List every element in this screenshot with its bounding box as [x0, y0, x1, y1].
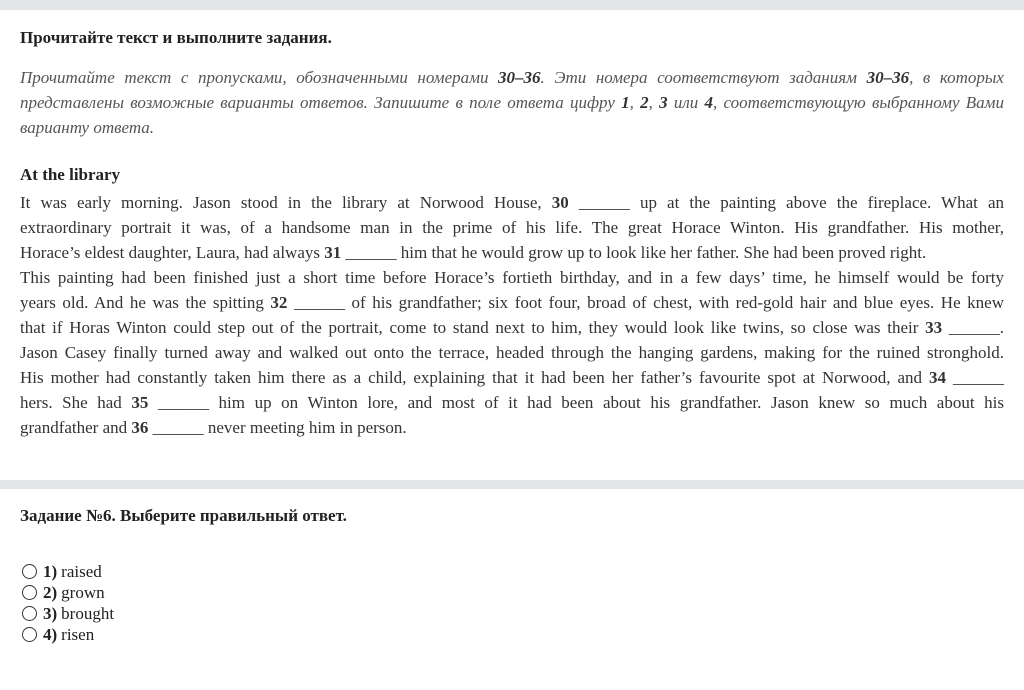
passage-line	[20, 290, 1004, 315]
section-divider	[0, 480, 1024, 489]
passage-line-text	[20, 415, 1004, 440]
passage-fragment: grandfather and	[20, 418, 132, 437]
passage-line-text	[20, 390, 1004, 415]
instr-digit: 3	[659, 93, 668, 112]
gap-number: 30	[551, 193, 569, 212]
passage-fragment: Jason Casey finally turned away and walked out onto the terrace, headed through the hanging gardens, making for the ruined stronghold.	[20, 343, 1004, 362]
instr-digit: 4	[704, 93, 713, 112]
option-label: raised	[61, 562, 102, 581]
passage-fragment: His mother had constantly taken him there as a child, explaining that it had been her father’s favourite spot at Norwood, and	[20, 368, 929, 387]
top-divider	[0, 0, 1024, 10]
passage-text	[20, 190, 1004, 440]
instr-digit: 2	[640, 93, 649, 112]
passage-fragment: never meeting him in person.	[203, 418, 407, 437]
passage-line-text	[20, 340, 1004, 365]
passage-line-text	[20, 365, 1004, 390]
passage-line	[20, 315, 1004, 340]
passage-fragment: .	[999, 318, 1004, 337]
passage-line	[20, 365, 1004, 390]
passage-line-text	[20, 315, 1004, 340]
option-number: 2)	[43, 583, 58, 602]
passage-fragment: up at the painting above the fireplace. What an	[629, 193, 1005, 212]
gap-blank: ______	[942, 318, 1000, 337]
page-title: Прочитайте текст и выполните задания.	[20, 28, 332, 47]
instr-range: 30–36	[866, 68, 910, 87]
instr-part: Прочитайте текст с пропусками, обозначенными номерами	[20, 68, 499, 87]
passage-line	[20, 415, 1004, 440]
option-number: 3)	[43, 604, 58, 623]
gap-number: 31	[324, 243, 342, 262]
instr-part: , соответствующую выбранному Вами варианту ответа.	[20, 93, 1005, 137]
gap-number: 35	[131, 393, 149, 412]
passage-line	[20, 340, 1004, 365]
gap-blank: ______	[946, 368, 1004, 387]
gap-number: 33	[925, 318, 943, 337]
radio-button[interactable]	[22, 606, 37, 621]
answer-option-4[interactable]	[20, 624, 114, 645]
passage-fragment: Horace’s eldest daughter, Laura, had always	[20, 243, 325, 262]
answer-option-1[interactable]	[20, 561, 114, 582]
passage-line	[20, 215, 1004, 240]
gap-number: 36	[131, 418, 149, 437]
passage-title: At the library	[20, 165, 121, 184]
answer-options	[20, 561, 114, 645]
radio-button[interactable]	[22, 627, 37, 642]
passage-line	[20, 190, 1004, 215]
passage-line-text	[20, 290, 1004, 315]
passage-line-text	[20, 215, 1004, 240]
gap-blank: ______	[148, 418, 204, 437]
instr-part: . Эти номера соответствуют заданиям	[540, 68, 867, 87]
instr-sep: или	[667, 93, 705, 112]
answer-option-2[interactable]	[20, 582, 114, 603]
passage-fragment: hers. She had	[20, 393, 132, 412]
instructions-text	[20, 65, 1004, 140]
passage-fragment: years old. And he was the spitting	[20, 293, 271, 312]
instr-part: , в которых представлены возможные варианты ответов. Запишите в поле ответа цифру	[20, 68, 1004, 112]
option-number: 4)	[43, 625, 58, 644]
gap-blank: ______	[148, 393, 209, 412]
passage-fragment: It was early morning. Jason stood in the library at Norwood House,	[20, 193, 552, 212]
passage-fragment: of his grandfather; six foot four, broad of chest, with red-gold hair and blue eyes. He knew	[344, 293, 1004, 312]
passage-line	[20, 390, 1004, 415]
passage-line-text	[20, 265, 1004, 290]
passage-line	[20, 240, 1004, 265]
gap-blank: ______	[568, 193, 630, 212]
option-label: grown	[61, 583, 105, 602]
task-title: Задание №6. Выберите правильный ответ.	[20, 506, 347, 525]
passage-fragment: extraordinary portrait it was, of a handsome man in the prime of his life. The great Horace Winton. His grandfather. His mother,	[20, 218, 1004, 237]
passage-fragment: him that he would grow up to look like her father. She had been proved right.	[396, 243, 927, 262]
passage-line-text	[20, 240, 1004, 265]
gap-blank: ______	[287, 293, 345, 312]
passage-fragment: that if Horas Winton could step out of the portrait, come to stand next to him, they would look like twins, so close was their	[20, 318, 926, 337]
passage-line	[20, 265, 1004, 290]
passage-line-text	[20, 190, 1004, 215]
passage-fragment: him up on Winton lore, and most of it had been about his grandfather. Jason knew so much about his	[208, 393, 1004, 412]
passage-fragment: This painting had been finished just a short time before Horace’s fortieth birthday, and in a few days’ time, he himself would be forty	[20, 268, 1004, 287]
gap-number: 32	[270, 293, 288, 312]
option-label: risen	[61, 625, 95, 644]
option-number: 1)	[43, 562, 58, 581]
instr-sep: ,	[629, 93, 641, 112]
radio-button[interactable]	[22, 585, 37, 600]
instr-range: 30–36	[498, 68, 541, 87]
radio-button[interactable]	[22, 564, 37, 579]
instr-sep: ,	[648, 93, 660, 112]
instr-digit: 1	[621, 93, 630, 112]
answer-option-3[interactable]	[20, 603, 114, 624]
gap-blank: ______	[341, 243, 397, 262]
gap-number: 34	[929, 368, 946, 387]
option-label: brought	[61, 604, 115, 623]
